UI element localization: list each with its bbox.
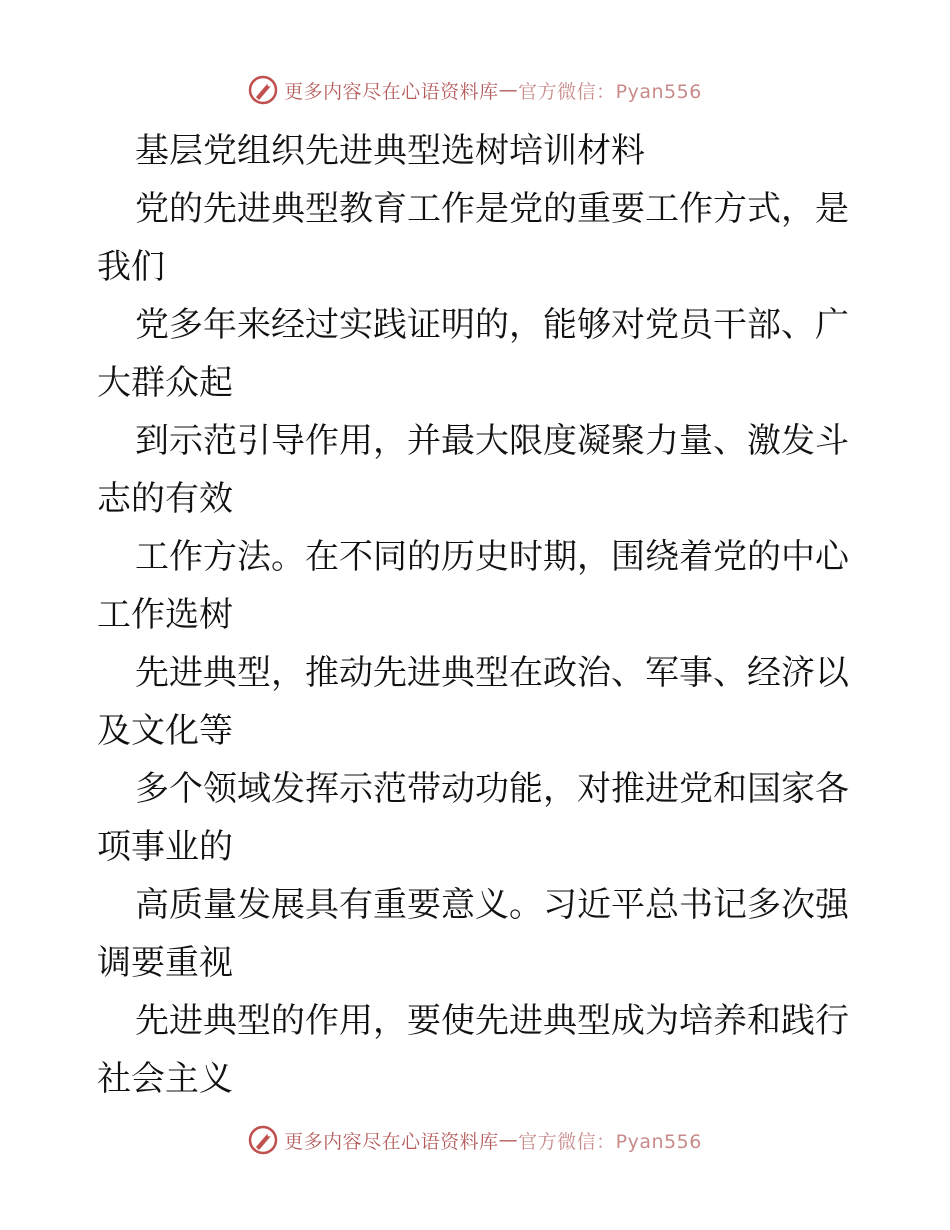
banner-text: 更多内容尽在心语资料库 <box>284 80 499 103</box>
text-line: 志的有效 <box>97 479 233 519</box>
text-line: 到示范引导作用，并最大限度凝聚力量、激发斗 <box>135 421 849 461</box>
pen-logo-icon <box>248 75 278 105</box>
footer-banner <box>0 1120 950 1160</box>
document-title: 基层党组织先进典型选树培训材料 <box>135 131 645 171</box>
document-body <box>97 122 857 1108</box>
text-line: 工作方法。在不同的历史时期，围绕着党的中心 <box>135 537 849 577</box>
banner-text: 更多内容尽在心语资料库 <box>284 1130 499 1153</box>
banner-dash: — <box>498 1129 519 1151</box>
text-line: 项事业的 <box>97 827 233 867</box>
text-line: 及文化等 <box>97 711 233 751</box>
text-line: 工作选树 <box>97 595 233 635</box>
text-line: 社会主义 <box>97 1059 233 1099</box>
banner-dash: — <box>498 79 519 101</box>
text-line: 先进典型，推动先进典型在政治、军事、经济以 <box>135 653 849 693</box>
text-line: 多个领域发挥示范带动功能，对推进党和国家各 <box>135 769 849 809</box>
banner-wechat: 官方微信：Pyan556 <box>518 80 702 103</box>
text-line: 大群众起 <box>97 363 233 403</box>
text-line: 党多年来经过实践证明的，能够对党员干部、广 <box>135 305 849 345</box>
text-line: 高质量发展具有重要意义。习近平总书记多次强 <box>135 885 849 925</box>
header-banner <box>0 70 950 110</box>
text-line: 先进典型的作用，要使先进典型成为培养和践行 <box>135 1001 849 1041</box>
text-line: 党的先进典型教育工作是党的重要工作方式，是 <box>135 189 849 229</box>
pen-logo-icon <box>248 1125 278 1155</box>
banner-wechat: 官方微信：Pyan556 <box>518 1130 702 1153</box>
text-line: 我们 <box>97 247 165 287</box>
text-line: 调要重视 <box>97 943 233 983</box>
